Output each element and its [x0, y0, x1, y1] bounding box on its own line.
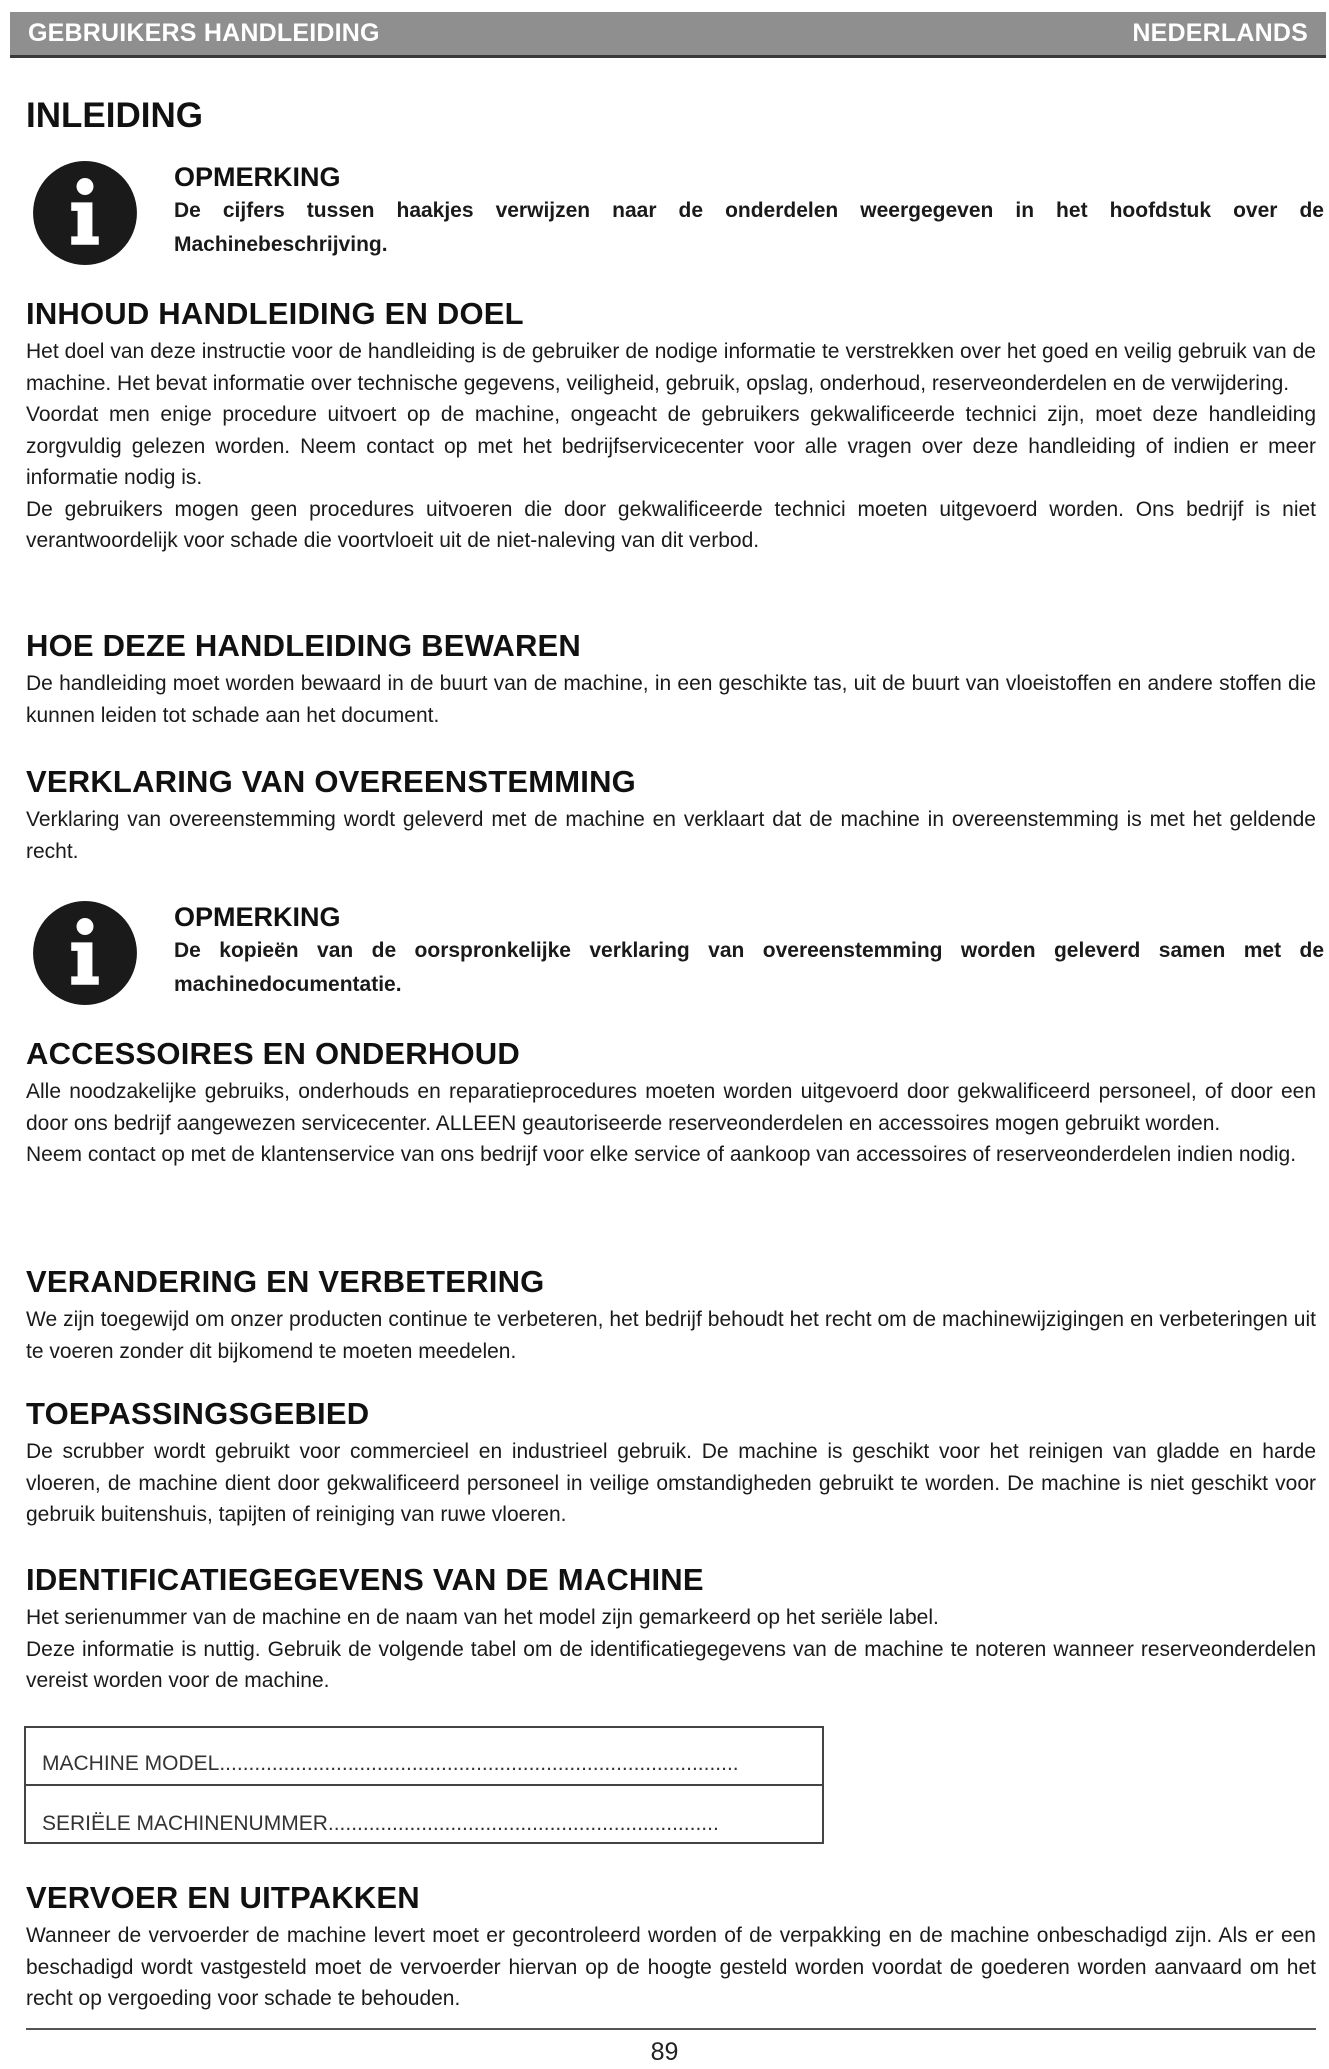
info-icon: [32, 160, 138, 266]
note-title: OPMERKING: [174, 162, 341, 192]
paragraph: Voordat men enige procedure uitvoert op de machine, ongeacht de gebruikers gekwalificeerde technici zijn, moet deze handleiding zorgvuldig gelezen worden. Neem contact op met het bedrijfservicecenter voor alle vragen over deze handleiding of indien er meer informatie nodig is.: [26, 403, 1316, 489]
note-body: De cijfers tussen haakjes verwijzen naar de onderdelen weergegeven in het hoofdstuk over de Machinebeschrijving.: [174, 199, 1324, 256]
paragraph: Het doel van deze instructie voor de handleiding is de gebruiker de nodige informatie te verstrekken over het goed en veilig gebruik van de machine. Het bevat informatie over technische gegevens, veiligheid, gebruik, opslag, onderhoud, reserveonderdelen en de verwijdering.: [26, 340, 1316, 395]
paragraph: De gebruikers mogen geen procedures uitvoeren die door gekwalificeerde technici moeten uitgevoerd worden. Ons bedrijf is niet verantwoordelijk voor schade die voortvloeit uit de niet-naleving van dit verbod.: [26, 497, 1316, 552]
section-title: VERANDERING EN VERBETERING: [26, 1264, 545, 1299]
page-number: 89: [650, 2038, 679, 2066]
section-verandering: [26, 1264, 1316, 1367]
section-title: IDENTIFICATIEGEGEVENS VAN DE MACHINE: [26, 1562, 704, 1597]
identification-table: [24, 1726, 824, 1844]
section-title: VERKLARING VAN OVEREENSTEMMING: [26, 764, 636, 799]
paragraph: De scrubber wordt gebruikt voor commercieel en industrieel gebruik. De machine is geschikt voor het reinigen van gladde en harde vloeren, de machine dient door gekwalificeerd personeel in veilige omstandigheden gebruikt te worden. De machine is niet geschikt voor gebruik buitenshuis, tapijten of reiniging van ruwe vloeren.: [26, 1440, 1316, 1526]
paragraph: Wanneer de vervoerder de machine levert moet er gecontroleerd worden of de verpakking en de machine onbeschadigd zijn. Als er een beschadigd wordt vastgesteld moet de vervoerder hiervan op de hoogte gesteld worden voordat de goederen worden aanvaard om het recht op vergoeding voor schade te behouden.: [26, 1924, 1316, 2010]
footer-divider: [26, 2028, 1316, 2030]
paragraph: Neem contact op met de klantenservice van ons bedrijf voor elke service of aankoop van accessoires of reserveonderdelen indien nodig.: [26, 1143, 1297, 1166]
paragraph: We zijn toegewijd om onzer producten continue te verbeteren, het bedrijf behoudt het recht om de machinewijzigingen en verbeteringen uit te voeren zonder dit bijkomend te moeten meedelen.: [26, 1308, 1316, 1363]
section-identificatie: [26, 1562, 1316, 1697]
intro-title: INLEIDING: [26, 96, 203, 135]
section-title: ACCESSOIRES EN ONDERHOUD: [26, 1036, 520, 1071]
section-verklaring: [26, 764, 1316, 867]
section-accessoires: [26, 1036, 1316, 1171]
header-title: GEBRUIKERS HANDLEIDING: [28, 19, 380, 47]
header-language: NEDERLANDS: [1132, 19, 1308, 47]
paragraph: Het serienummer van de machine en de naam van het model zijn gemarkeerd op het seriële label.: [26, 1606, 939, 1629]
paragraph: Alle noodzakelijke gebruiks, onderhouds en reparatieprocedures moeten worden uitgevoerd door gekwalificeerd personeel, of door een door ons bedrijf aangewezen servicecenter. ALLEEN geautoriseerde reserveonderdelen en accessoires mogen gebruikt worden.: [26, 1080, 1316, 1135]
info-icon: [32, 900, 138, 1006]
machine-model-field[interactable]: MACHINE MODEL.........................................................................................: [26, 1728, 822, 1786]
page-header: [10, 12, 1326, 58]
section-title: INHOUD HANDLEIDING EN DOEL: [26, 296, 524, 331]
section-title: HOE DEZE HANDLEIDING BEWAREN: [26, 628, 582, 663]
section-title: TOEPASSINGSGEBIED: [26, 1396, 370, 1431]
note-body: De kopieën van de oorspronkelijke verklaring van overeenstemming worden geleverd samen met de machinedocumentatie.: [174, 939, 1324, 996]
serial-number-field[interactable]: SERIËLE MACHINENUMMER...................................................................: [42, 1812, 719, 1835]
note-title: OPMERKING: [174, 902, 341, 932]
section-vervoer: [26, 1880, 1316, 2015]
section-bewaren: [26, 628, 1316, 731]
section-toepassing: [26, 1396, 1316, 1531]
paragraph: Deze informatie is nuttig. Gebruik de volgende tabel om de identificatiegegevens van de machine te noteren wanneer reserveonderdelen vereist worden voor de machine.: [26, 1637, 1316, 1692]
section-inhoud: [26, 296, 1316, 557]
section-title: VERVOER EN UITPAKKEN: [26, 1880, 420, 1915]
paragraph: De handleiding moet worden bewaard in de buurt van de machine, in een geschikte tas, uit de buurt van vloeistoffen en andere stoffen die kunnen leiden tot schade aan het document.: [26, 672, 1316, 727]
paragraph: Verklaring van overeenstemming wordt geleverd met de machine en verklaart dat de machine in overeenstemming is met het geldende recht.: [26, 808, 1316, 863]
